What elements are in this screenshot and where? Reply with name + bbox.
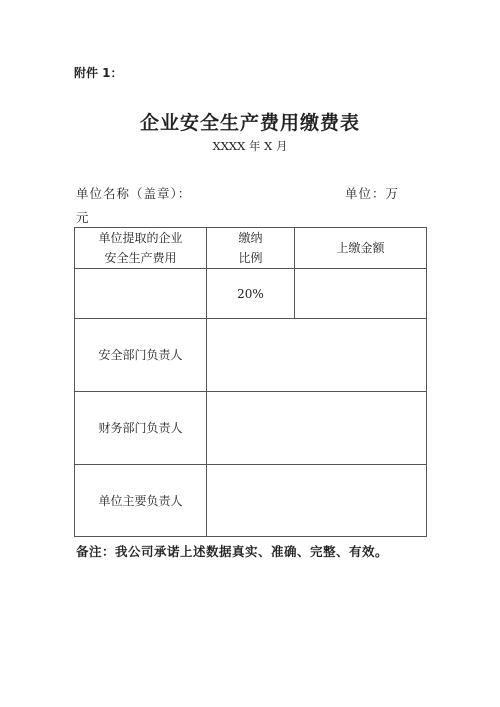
amount-cell[interactable] — [294, 268, 427, 319]
header-cell-amount — [294, 227, 427, 269]
safety-head-signature-cell[interactable] — [206, 318, 427, 392]
header-rate-line1: 缴纳 — [238, 231, 263, 245]
safety-head-label: 安全部门负责人 — [98, 348, 183, 362]
unit-label: 单位：万 — [345, 186, 400, 201]
extracted-fee-cell[interactable] — [74, 268, 207, 319]
principal-head-label-cell — [74, 464, 207, 537]
form-title: 企业安全生产费用缴费表 — [139, 112, 360, 134]
header-rate-line2: 比例 — [238, 251, 263, 265]
principal-head-signature-cell[interactable] — [206, 464, 427, 537]
rate-cell — [206, 268, 295, 319]
unit-name-label: 单位名称（盖章）： — [76, 186, 192, 201]
finance-head-label: 财务部门负责人 — [98, 421, 183, 435]
header-extracted-fee-line2: 安全生产费用 — [104, 251, 177, 265]
header-cell-rate — [206, 227, 295, 269]
principal-head-label: 单位主要负责人 — [98, 493, 183, 508]
finance-head-signature-cell[interactable] — [206, 391, 427, 465]
safety-head-label-cell — [74, 318, 207, 392]
rate-value: 20% — [237, 286, 264, 301]
remark-note: 备注：我公司承诺上述数据真实、准确、完整、有效。 — [76, 544, 389, 559]
header-amount-label: 上缴金额 — [336, 241, 385, 255]
header-extracted-fee-line1: 单位提取的企业 — [98, 231, 183, 245]
header-cell-extracted-fee — [74, 227, 207, 269]
form-date: XXXX 年 X 月 — [212, 139, 288, 153]
attachment-label: 附件 1： — [74, 66, 123, 80]
unit-label-wrap: 元 — [76, 210, 89, 225]
finance-head-label-cell — [74, 391, 207, 465]
fee-table — [74, 227, 427, 537]
